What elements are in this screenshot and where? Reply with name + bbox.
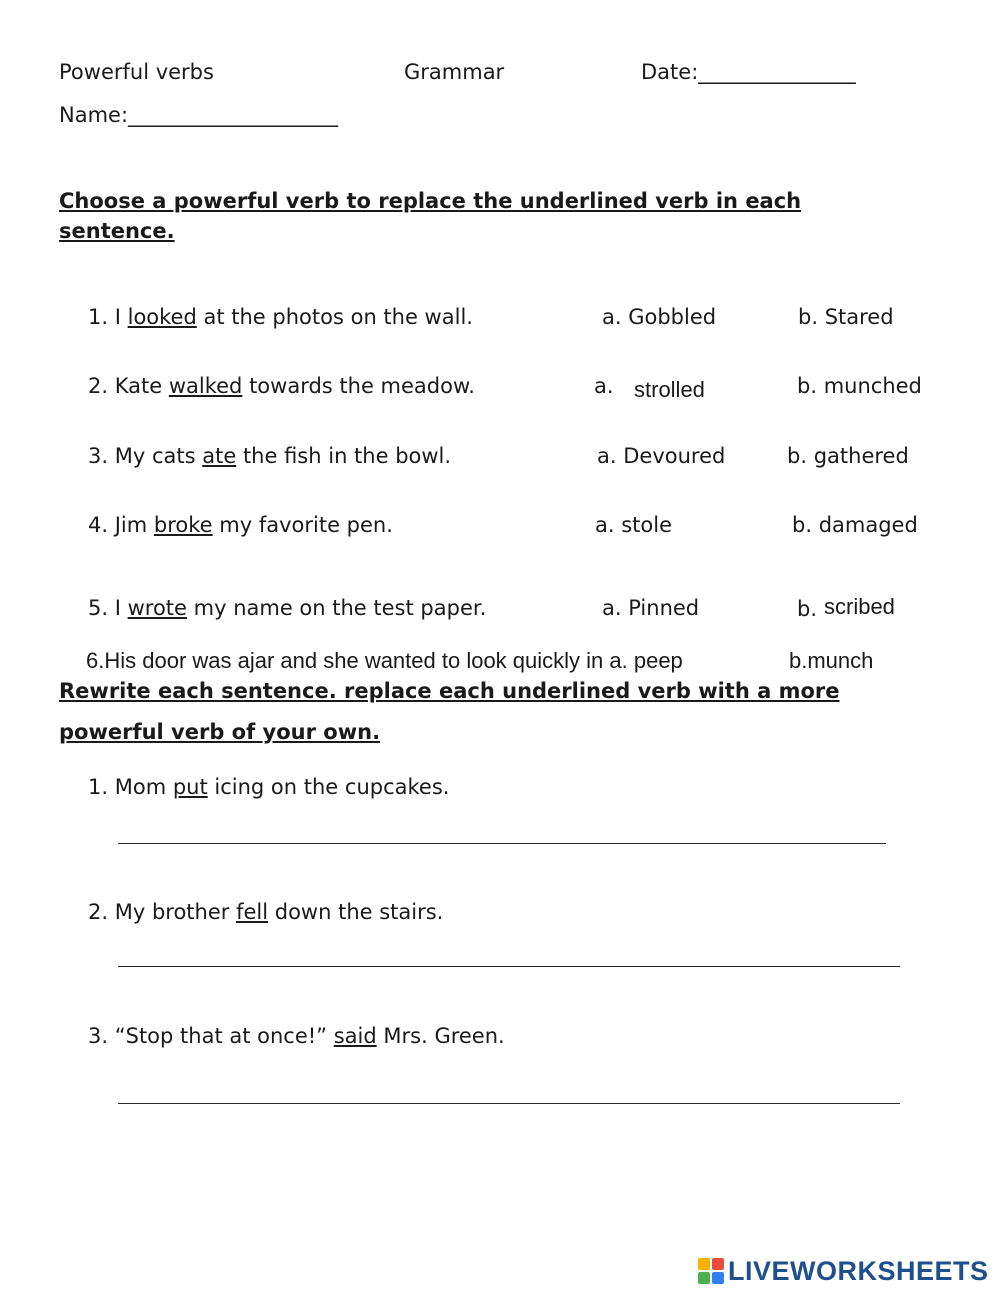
option-3b[interactable]: b. gathered [787,444,909,468]
underlined-verb: fell [236,900,269,924]
question-2: 2. Kate walked towards the meadow. [88,374,475,398]
answer-line-1[interactable] [118,843,886,844]
date-field[interactable]: Date:_______________ [641,60,856,84]
option-2a[interactable]: strolled [634,377,705,402]
option-1a[interactable]: a. Gobbled [602,305,717,329]
option-3a[interactable]: a. Devoured [597,444,726,468]
name-field[interactable]: Name:____________________ [59,103,339,127]
liveworksheets-logo [698,1255,989,1287]
underlined-verb: walked [168,374,243,398]
section2-instruction-line1: Rewrite each sentence. replace each underlined verb with a more [59,679,840,703]
section2-instruction-line2: powerful verb of your own. [59,720,381,744]
option-2a-label: a. [594,374,614,398]
question-4: 4. Jim broke my favorite pen. [88,513,393,537]
option-5b-label: b. [797,597,818,621]
option-4b[interactable]: b. damaged [792,513,918,537]
section1-instruction-line2: sentence. [59,219,175,243]
question-1: 1. I looked at the photos on the wall. [88,305,473,329]
underlined-verb: put [172,775,208,799]
underlined-verb: wrote [127,596,187,620]
question-6: 6.His door was ajar and she wanted to look quickly in a. peep [86,648,683,673]
option-1b[interactable]: b. Stared [798,305,894,329]
answer-line-2[interactable] [118,966,900,967]
option-5a[interactable]: a. Pinned [602,596,700,620]
rewrite-question-2: 2. My brother fell down the stairs. [88,900,444,924]
worksheet-title: Powerful verbs [59,60,214,84]
section1-instruction-line1: Choose a powerful verb to replace the underlined verb in each [59,189,802,213]
option-6b[interactable]: b.munch [789,648,874,673]
rewrite-question-1: 1. Mom put icing on the cupcakes. [88,775,450,799]
rewrite-question-3: 3. “Stop that at once!” said Mrs. Green. [88,1024,505,1048]
underlined-verb: said [333,1024,377,1048]
option-4a[interactable]: a. stole [595,513,673,537]
subject-label: Grammar [404,60,505,84]
option-2b[interactable]: b. munched [797,374,922,398]
underlined-verb: ate [202,444,237,468]
option-5b[interactable]: scribed [824,594,895,619]
logo-text: LIVEWORKSHEETS [728,1255,989,1286]
answer-line-3[interactable] [118,1103,900,1104]
liveworksheets-icon [698,1258,724,1284]
underlined-verb: broke [153,513,213,537]
question-5: 5. I wrote my name on the test paper. [88,596,487,620]
underlined-verb: looked [127,305,197,329]
question-3: 3. My cats ate the fish in the bowl. [88,444,452,468]
